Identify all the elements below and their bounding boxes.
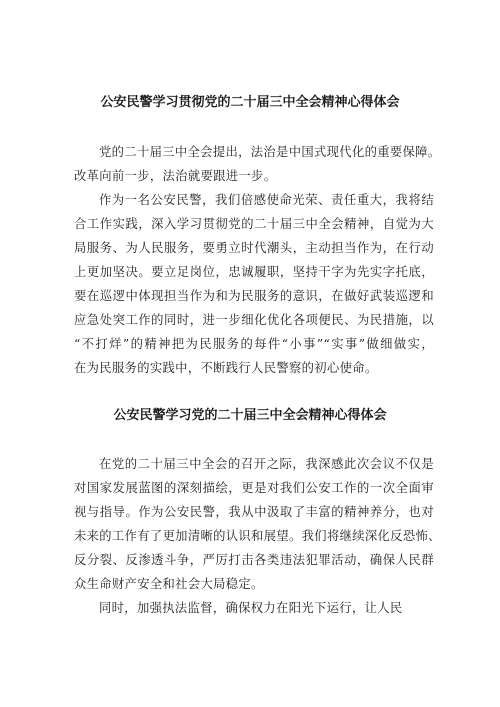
text-line: 要在巡逻中体现担当作为和为民服务的意识，在做好武装巡逻和 <box>74 289 434 303</box>
text-line: 改革向前一步，法治就要跟进一步。 <box>74 169 277 183</box>
text-line: 反分裂、反渗透斗争，严厉打击各类违法犯罪活动，确保人民群 <box>74 553 434 567</box>
text-line: 上更加坚决。要立足岗位，忠诚履职，坚持干字为先实字托底， <box>74 265 434 279</box>
text-line: 作为一名公安民警，我们倍感使命光荣、责任重大，我将结 <box>99 193 434 207</box>
text-line: 未来的工作有了更加清晰的认识和展望。我们将继续深化反恐怖、 <box>74 529 441 543</box>
text-line: 局服务、为人民服务，要勇立时代潮头，主动担当作为，在行动 <box>74 241 434 255</box>
text-line: 在党的二十届三中全会的召开之际，我深感此次会议不仅是 <box>99 457 434 471</box>
text-line: 众生命财产安全和社会大局稳定。 <box>74 577 264 591</box>
article-paragraph <box>74 140 441 188</box>
text-line: 对国家发展蓝图的深刻描绘，更是对我们公安工作的一次全面审 <box>74 481 434 495</box>
text-line: 应急处突工作的同时，进一步细化优化各项便民、为民措施，以 <box>74 313 434 327</box>
article-title: 公安民警学习贯彻党的二十届三中全会精神心得体会 <box>100 95 400 110</box>
text-line: 党的二十届三中全会提出，法治是中国式现代化的重要保障。 <box>99 145 441 159</box>
article-paragraph <box>74 452 441 596</box>
text-line: 同时，加强执法监督，确保权力在阳光下运行，让人民 <box>99 601 403 615</box>
article-paragraph <box>74 596 434 620</box>
text-line: 在为民服务的实践中，不断践行人民警察的初心使命。 <box>74 361 378 375</box>
article-title: 公安民警学习党的二十届三中全会精神心得体会 <box>113 408 387 423</box>
text-line: 合工作实践，深入学习贯彻党的二十届三中全会精神，自觉为大 <box>74 217 434 231</box>
text-line: 视与指导。作为公安民警，我从中汲取了丰富的精神养分，也对 <box>74 505 434 519</box>
article-paragraph <box>74 188 434 380</box>
text-line: “不打烊”的精神把为民服务的每件“小事”“实事”做细做实， <box>74 337 434 351</box>
